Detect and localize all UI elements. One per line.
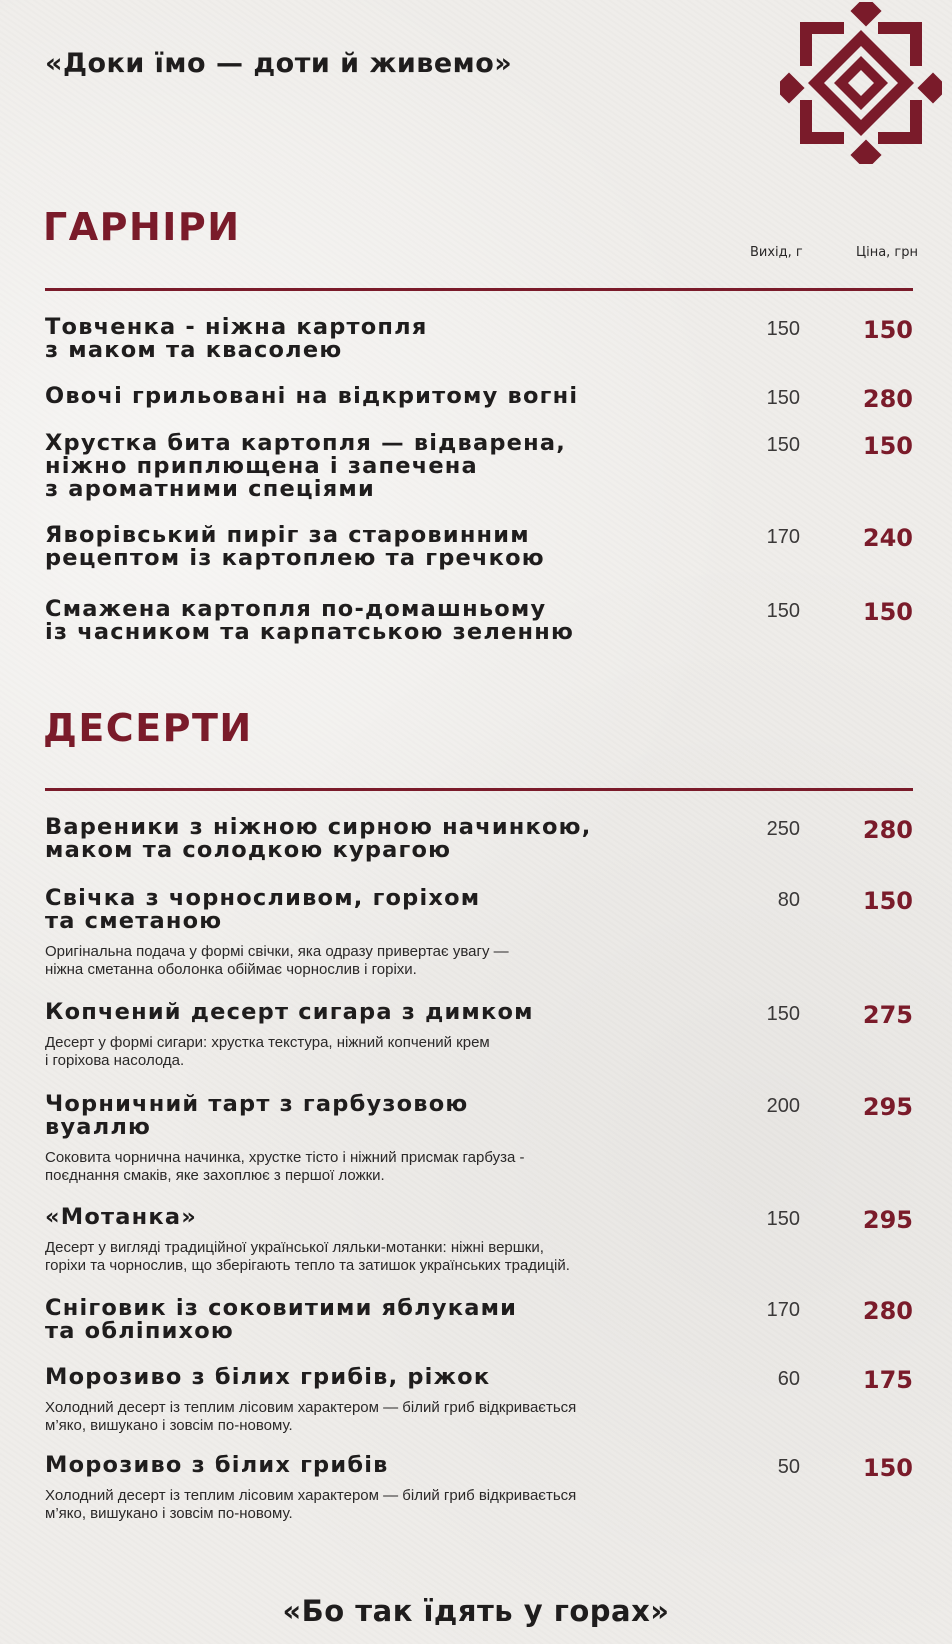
menu-item-weight: 150 xyxy=(766,434,800,456)
menu-item-name: Овочі грильовані на відкритому вогні xyxy=(45,383,579,409)
menu-item-description: Холодний десерт із теплим лісовим характером — білий гриб відкривається м’яко, вишукано і зовсім по-новому. xyxy=(45,1487,577,1522)
tagline: «Доки їмо — доти й живемо» xyxy=(45,48,513,79)
menu-item-name: Чорничний тарт з гарбузовою вуаллю xyxy=(45,1091,469,1140)
menu-item-name: «Мотанка» xyxy=(45,1204,197,1230)
menu-item-description: Соковита чорнична начинка, хрустке тісто і ніжний присмак гарбуза - поєднання смаків, яке захоплює з першої ложки. xyxy=(45,1149,525,1184)
menu-item-weight: 150 xyxy=(766,1003,800,1025)
menu-item-name: Хрустка бита картопля — відварена, ніжно приплющена і запечена з ароматними спеціями xyxy=(45,430,567,502)
section-divider-desserts xyxy=(45,788,913,791)
column-header-price: Ціна, грн xyxy=(856,245,919,260)
menu-item-price: 295 xyxy=(862,1206,913,1234)
menu-item-price: 280 xyxy=(862,385,913,413)
menu-item-name: Сніговик із соковитими яблуками та обліпихою xyxy=(45,1295,518,1344)
menu-item-price: 150 xyxy=(862,316,913,344)
menu-item-weight: 80 xyxy=(777,889,800,911)
menu-item-weight: 250 xyxy=(766,818,800,840)
menu-item-description: Десерт у вигляді традиційної української ляльки-мотанки: ніжні вершки, горіхи та чорнослив, що зберігають тепло та затишок українських традицій. xyxy=(45,1239,570,1274)
ukrainian-embroidery-ornament-icon xyxy=(780,2,942,164)
menu-item-price: 275 xyxy=(862,1001,913,1029)
menu-item-name: Яворівський пиріг за старовинним рецептом із картоплею та гречкою xyxy=(45,522,545,571)
menu-item xyxy=(45,1366,913,1435)
menu-item-weight: 150 xyxy=(766,387,800,409)
menu-item xyxy=(45,816,913,862)
footer-slogan: «Бо так їдять у горах» xyxy=(282,1594,670,1628)
menu-item xyxy=(45,524,913,570)
menu-item-price: 150 xyxy=(862,1454,913,1482)
menu-item xyxy=(45,1206,913,1275)
menu-item-weight: 150 xyxy=(766,318,800,340)
menu-item-name: Морозиво з білих грибів xyxy=(45,1452,389,1478)
menu-item-weight: 60 xyxy=(777,1368,800,1390)
menu-item-price: 280 xyxy=(862,816,913,844)
section-title-desserts: ДЕСЕРТИ xyxy=(43,706,253,750)
column-header-weight: Вихід, г xyxy=(750,245,803,260)
menu-item-weight: 150 xyxy=(766,1208,800,1230)
menu-item-name: Морозиво з білих грибів, ріжок xyxy=(45,1364,491,1390)
menu-item-price: 280 xyxy=(862,1297,913,1325)
menu-item xyxy=(45,1297,913,1343)
menu-item-name: Товченка - ніжна картопля з маком та квасолею xyxy=(45,314,428,363)
menu-item xyxy=(45,316,913,362)
menu-item xyxy=(45,383,913,413)
menu-item xyxy=(45,1454,913,1523)
menu-item-price: 150 xyxy=(862,432,913,460)
menu-item xyxy=(45,432,913,501)
menu-item-name: Вареники з ніжною сирною начинкою, маком та солодкою курагою xyxy=(45,814,592,863)
menu-item-description: Оригінальна подача у формі свічки, яка одразу привертає увагу — ніжна сметанна оболонка обіймає чорнослив і горіхи. xyxy=(45,943,509,978)
menu-item-weight: 150 xyxy=(766,600,800,622)
menu-item-price: 295 xyxy=(862,1093,913,1121)
menu-item-price: 150 xyxy=(862,598,913,626)
menu-item-description: Холодний десерт із теплим лісовим характером — білий гриб відкривається м’яко, вишукано і зовсім по-новому. xyxy=(45,1399,577,1434)
menu-item-name: Свічка з чорносливом, горіхом та сметаною xyxy=(45,885,481,934)
menu-item-price: 175 xyxy=(862,1366,913,1394)
menu-item-price: 240 xyxy=(862,524,913,552)
section-divider-sides xyxy=(45,288,913,291)
menu-item-weight: 50 xyxy=(777,1456,800,1478)
menu-item-name: Копчений десерт сигара з димком xyxy=(45,999,534,1025)
menu-item-weight: 200 xyxy=(766,1095,800,1117)
menu-item-name: Смажена картопля по-домашньому із часником та карпатською зеленню xyxy=(45,596,575,645)
menu-item-description: Десерт у формі сигари: хрустка текстура, ніжний копчений крем і горіхова насолода. xyxy=(45,1034,490,1069)
section-title-sides: ГАРНІРИ xyxy=(43,205,241,249)
menu-item-price: 150 xyxy=(862,887,913,915)
menu-item xyxy=(45,887,913,979)
menu-item xyxy=(45,1001,913,1070)
menu-item-weight: 170 xyxy=(766,1299,800,1321)
menu-item xyxy=(45,1093,913,1185)
menu-item-weight: 170 xyxy=(766,526,800,548)
menu-item xyxy=(45,598,913,644)
